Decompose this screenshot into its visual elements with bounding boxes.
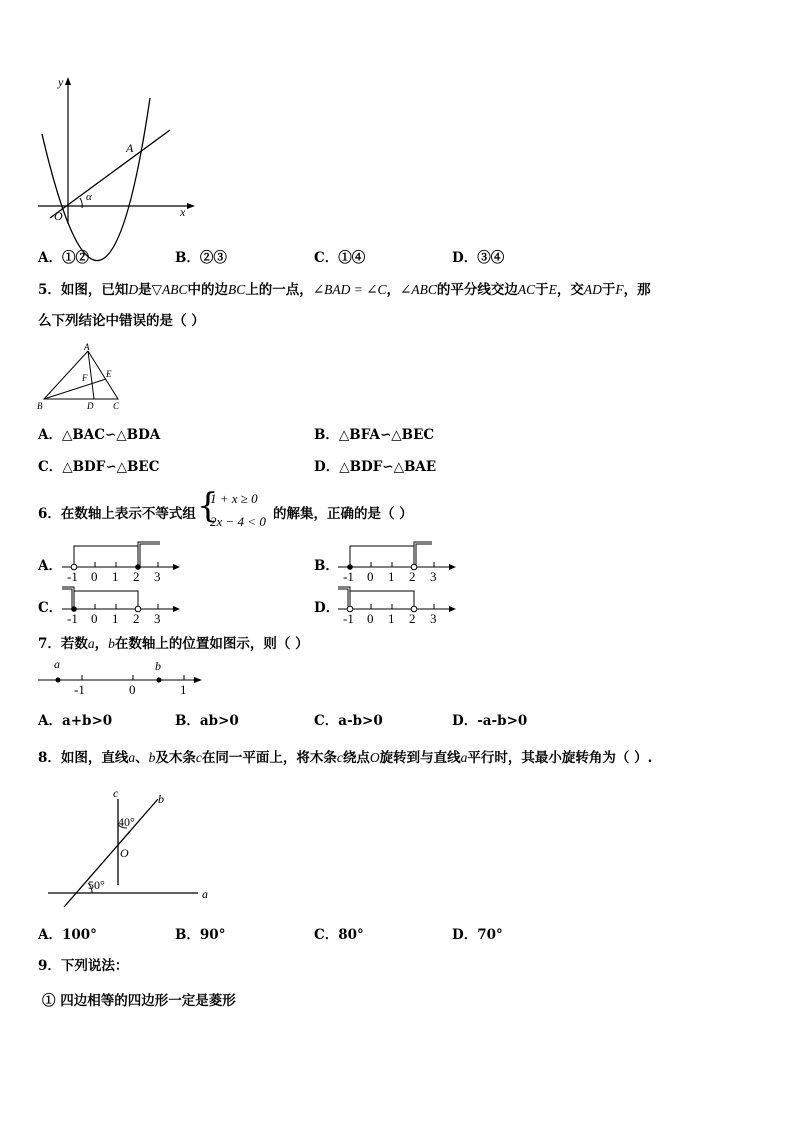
q6-d-tick-neg1: -1: [343, 611, 354, 626]
q5-stem-line1: 5．如图，已知D是▽ABC中的边BC上的一点，∠BAD = ∠C，∠ABC的平分线交边AC于E，交AD于F，那: [38, 282, 651, 298]
q6-c-tick-2: 2: [133, 611, 140, 626]
q6-option-d-label: D．: [314, 600, 340, 616]
q6-d-tick-3: 3: [430, 611, 437, 626]
q8-fig-c-label: c: [113, 786, 119, 800]
q6-stem-part1: 6．在数轴上表示不等式组: [38, 506, 196, 522]
q4-x-label: x: [180, 205, 186, 219]
q6-a-tick-0: 0: [91, 569, 98, 584]
q7-numberline: [36, 656, 206, 698]
q8-option-d: D．70°: [452, 927, 503, 943]
q4-y-label: y: [58, 75, 64, 89]
q6-c-tick-neg1: -1: [67, 611, 78, 626]
q6-c-tick-3: 3: [154, 611, 161, 626]
q8-option-b: B．90°: [175, 927, 226, 943]
q7-tick-neg1: -1: [74, 682, 85, 697]
q5-fig-f: F: [82, 373, 88, 383]
q7-option-a: A．a+b>0: [38, 713, 113, 729]
q6-b-tick-2: 2: [409, 569, 416, 584]
q8-stem: 8．如图，直线a、b及木条c在同一平面上，将木条c绕点O旋转到与直线a平行时，其最小旋转角为（ ）.: [38, 750, 653, 766]
q8-fig-b-label: b: [158, 792, 164, 806]
q6-d-tick-1: 1: [388, 611, 395, 626]
q4-option-b: B．②③: [175, 250, 227, 266]
q9-stem: 9．下列说法：: [38, 958, 129, 974]
q6-c-tick-1: 1: [112, 611, 119, 626]
q6-a-tick-1: 1: [112, 569, 119, 584]
q6-c-tick-0: 0: [91, 611, 98, 626]
q6-inequality-1: 1 + x ≥ 0: [210, 491, 258, 506]
q6-d-tick-2: 2: [409, 611, 416, 626]
q6-option-b-numberline: [334, 540, 459, 584]
q5-triangle-figure: [34, 343, 134, 415]
q8-option-c: C．80°: [314, 927, 364, 943]
q8-option-a: A．100°: [38, 927, 97, 943]
q4-graph-figure: [30, 74, 200, 229]
q6-a-tick-neg1: -1: [67, 569, 78, 584]
q8-fig-a-label: a: [202, 887, 208, 901]
q6-system-brace: {: [197, 486, 219, 526]
q6-b-tick-1: 1: [388, 569, 395, 584]
q7-stem: 7．若数a，b在数轴上的位置如图示，则（ ）: [38, 636, 309, 652]
q6-stem-part2: 的解集，正确的是（ ）: [273, 506, 413, 522]
q6-b-tick-neg1: -1: [343, 569, 354, 584]
q5-option-a: A．△BAC∽△BDA: [38, 427, 161, 443]
q6-option-d-numberline: [334, 583, 459, 627]
q6-inequality-2: 2x − 4 < 0: [210, 514, 266, 529]
q4-point-a-label: A: [126, 141, 134, 155]
q6-a-tick-2: 2: [133, 569, 140, 584]
q6-b-tick-3: 3: [430, 569, 437, 584]
q5-option-d: D．△BDF∽△BAE: [314, 459, 437, 475]
q9-statement-1: ① 四边相等的四边形一定是菱形: [42, 993, 236, 1009]
q5-fig-b: B: [37, 401, 43, 411]
q6-a-tick-3: 3: [154, 569, 161, 584]
q5-option-b: B．△BFA∽△BEC: [314, 427, 435, 443]
q7-option-c: C．a-b>0: [314, 713, 383, 729]
q8-fig-o-label: O: [120, 846, 129, 860]
q7-option-d: D．-a-b>0: [452, 713, 528, 729]
q8-fig-angle-50: 50°: [88, 878, 105, 892]
q5-option-c: C．△BDF∽△BEC: [38, 459, 160, 475]
q8-fig-angle-40: 40°: [118, 815, 135, 829]
q4-option-c: C．①④: [314, 250, 366, 266]
q6-option-c-numberline: [58, 583, 183, 627]
q5-fig-e: E: [106, 369, 112, 379]
q6-b-tick-0: 0: [367, 569, 374, 584]
q6-option-c-label: C．: [38, 600, 63, 616]
q4-alpha-label: α: [86, 191, 92, 203]
q4-origin-label: O: [54, 209, 63, 223]
q5-stem-line2: 么下列结论中错误的是（ ）: [38, 313, 205, 329]
q5-fig-d: D: [87, 401, 94, 411]
q7-option-b: B．ab>0: [175, 713, 239, 729]
q7-point-b: b: [155, 659, 161, 673]
q7-point-a: a: [54, 657, 60, 671]
q6-d-tick-0: 0: [367, 611, 374, 626]
q7-tick-1: 1: [180, 682, 187, 697]
q7-tick-0: 0: [129, 682, 136, 697]
q8-figure: [40, 785, 230, 910]
q6-option-b-label: B．: [314, 558, 339, 574]
q5-fig-a: A: [84, 342, 90, 352]
q4-option-d: D．③④: [452, 250, 505, 266]
q5-fig-c: C: [113, 401, 120, 411]
q6-option-a-numberline: [58, 540, 183, 584]
q6-option-a-label: A．: [38, 558, 62, 574]
q4-option-a: A．①②: [38, 250, 89, 266]
